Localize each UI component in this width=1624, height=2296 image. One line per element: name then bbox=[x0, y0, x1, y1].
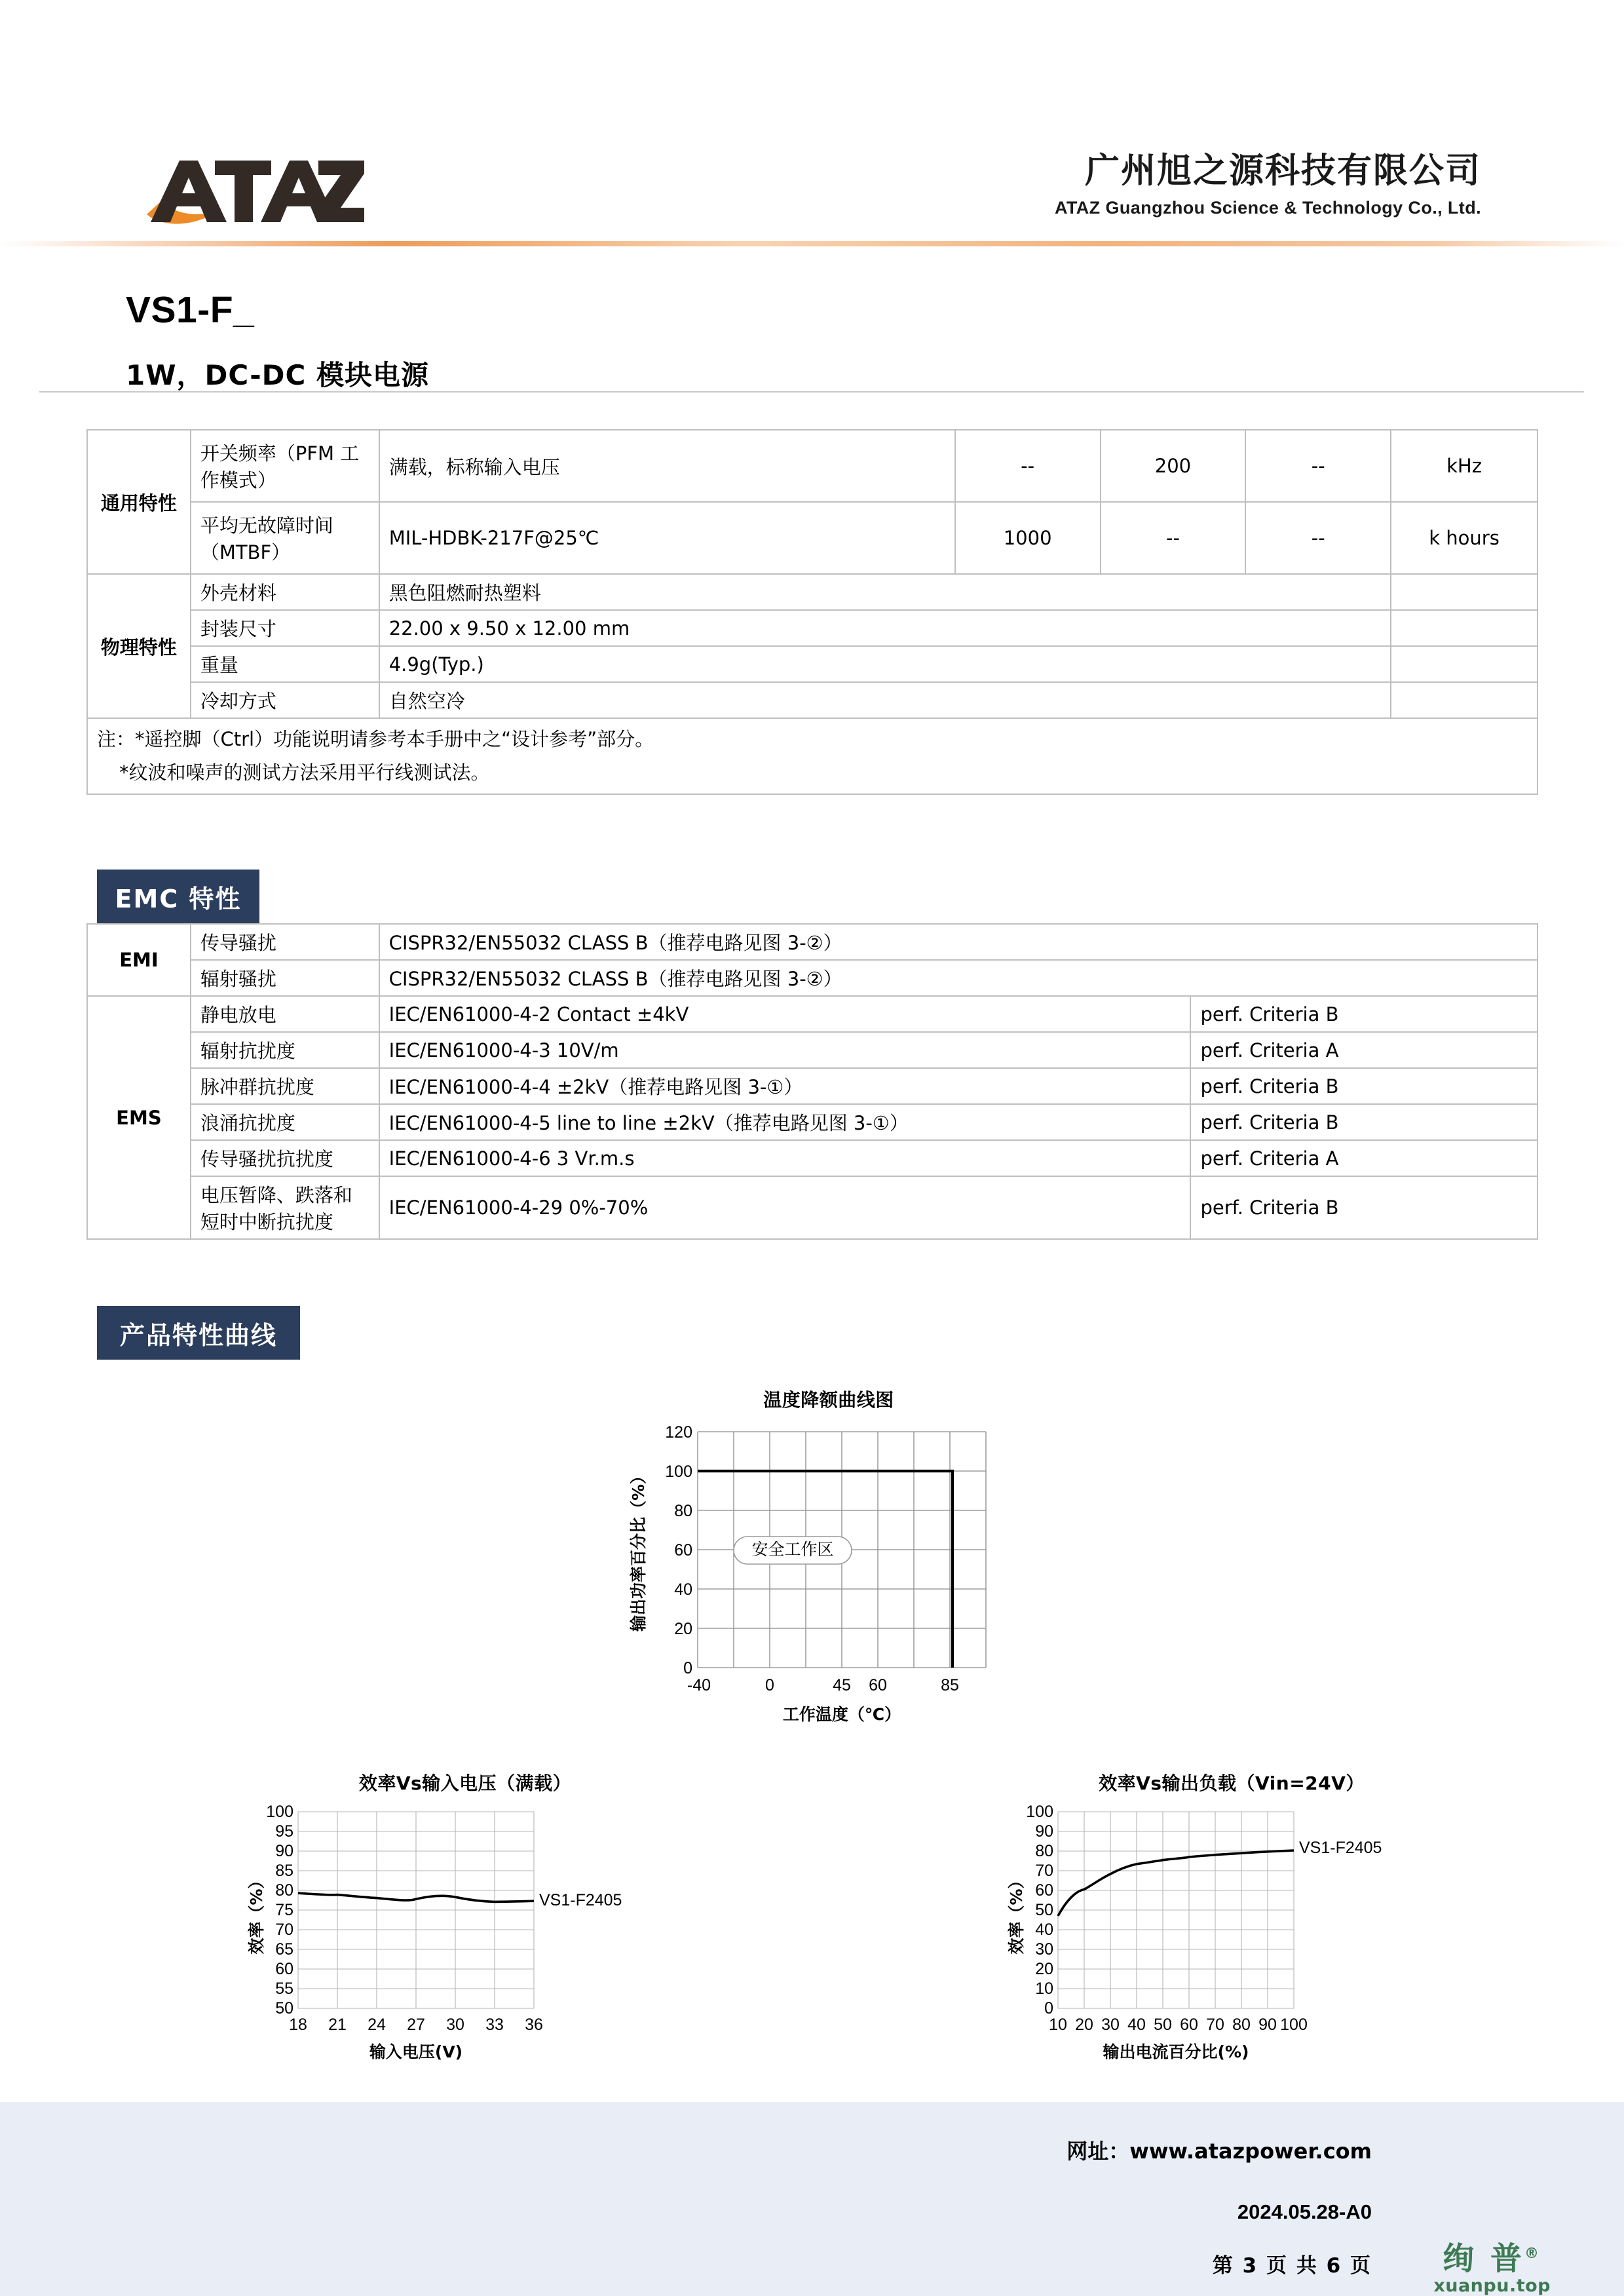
group-label-ems: EMS bbox=[87, 996, 191, 1239]
param-max: -- bbox=[1245, 502, 1391, 574]
param-typ: -- bbox=[1101, 502, 1246, 574]
svg-text:60: 60 bbox=[674, 1541, 692, 1559]
param-spec: IEC/EN61000-4-29 0%-70% bbox=[379, 1176, 1191, 1239]
y-tick-labels bbox=[665, 1423, 692, 1677]
param-spec: IEC/EN61000-4-2 Contact ±4kV bbox=[379, 996, 1191, 1032]
svg-text:30: 30 bbox=[446, 2016, 464, 2034]
efficiency-curve bbox=[1058, 1850, 1294, 1916]
param-name: 平均无故障时间（MTBF） bbox=[191, 502, 379, 574]
svg-text:20: 20 bbox=[1075, 2016, 1093, 2034]
param-spec: IEC/EN61000-4-6 3 Vr.m.s bbox=[379, 1140, 1191, 1176]
svg-text:100: 100 bbox=[665, 1463, 692, 1481]
watermark-cn bbox=[1433, 2233, 1551, 2278]
svg-text:120: 120 bbox=[665, 1423, 692, 1442]
svg-text:55: 55 bbox=[275, 1980, 293, 1998]
param-spec: IEC/EN61000-4-3 10V/m bbox=[379, 1032, 1191, 1068]
param-name: 重量 bbox=[191, 646, 379, 682]
table-row bbox=[87, 1176, 1538, 1239]
x-axis-label: 输入电压(V) bbox=[369, 2042, 463, 2061]
table-notes-row bbox=[87, 718, 1538, 794]
svg-text:80: 80 bbox=[1232, 2016, 1251, 2034]
param-value: 22.00 x 9.50 x 12.00 mm bbox=[379, 610, 1391, 646]
param-criteria: perf. Criteria B bbox=[1190, 1104, 1538, 1140]
svg-text:10: 10 bbox=[1035, 1980, 1053, 1998]
eff-load-plot bbox=[996, 1795, 1467, 2071]
svg-text:100: 100 bbox=[1026, 1803, 1053, 1821]
page-title: VS1-F_ bbox=[126, 289, 255, 331]
svg-text:100: 100 bbox=[266, 1803, 293, 1821]
param-name: 静电放电 bbox=[191, 996, 379, 1032]
table-row bbox=[87, 430, 1538, 502]
param-spec: IEC/EN61000-4-5 line to line ±2kV（推荐电路见图 3-①） bbox=[379, 1104, 1191, 1140]
param-name: 辐射抗扰度 bbox=[191, 1032, 379, 1068]
note-line-2: *纹波和噪声的测试方法采用平行线测试法。 bbox=[119, 761, 490, 784]
param-spec: IEC/EN61000-4-4 ±2kV（推荐电路见图 3-①） bbox=[379, 1068, 1191, 1104]
svg-text:90: 90 bbox=[275, 1842, 293, 1860]
x-tick-labels bbox=[289, 2016, 543, 2034]
y-axis-label: 效率（%） bbox=[1007, 1872, 1026, 1955]
param-name: 冷却方式 bbox=[191, 682, 379, 718]
note-line-1: 注：*遥控脚（Ctrl）功能说明请参考本手册中之“设计参考”部分。 bbox=[97, 728, 654, 750]
table-row bbox=[87, 502, 1538, 574]
param-name: 电压暂降、跌落和短时中断抗扰度 bbox=[191, 1176, 379, 1239]
derating-plot bbox=[619, 1412, 1038, 1733]
param-criteria: perf. Criteria B bbox=[1190, 1068, 1538, 1104]
svg-text:100: 100 bbox=[1280, 2016, 1308, 2034]
eff-vin-plot bbox=[236, 1795, 694, 2071]
svg-text:40: 40 bbox=[1127, 2016, 1146, 2034]
param-condition: MIL-HDBK-217F@25℃ bbox=[379, 502, 955, 574]
param-name: 传导骚扰 bbox=[191, 924, 379, 960]
header-divider bbox=[0, 241, 1624, 246]
param-spec: CISPR32/EN55032 CLASS B（推荐电路见图 3-②） bbox=[379, 960, 1538, 996]
ataz-logo bbox=[143, 154, 366, 233]
param-min: 1000 bbox=[955, 502, 1101, 574]
chart-title: 效率Vs输入电压（满载） bbox=[358, 1772, 572, 1794]
param-criteria: perf. Criteria A bbox=[1190, 1032, 1538, 1068]
table-row bbox=[87, 1068, 1538, 1104]
svg-text:60: 60 bbox=[1035, 1881, 1053, 1900]
svg-text:30: 30 bbox=[1101, 2016, 1120, 2034]
param-name: 外壳材料 bbox=[191, 574, 379, 610]
x-axis-label: 工作温度（℃） bbox=[782, 1705, 901, 1724]
param-unit-empty bbox=[1391, 610, 1538, 646]
notes-cell bbox=[87, 718, 1538, 794]
param-criteria: perf. Criteria A bbox=[1190, 1140, 1538, 1176]
safe-operating-area-annotation bbox=[734, 1537, 852, 1564]
registered-icon: ® bbox=[1524, 2246, 1542, 2262]
company-name-en: ATAZ Guangzhou Science & Technology Co., Ltd. bbox=[1055, 197, 1481, 218]
watermark-cn-text: 绚 普 bbox=[1443, 2240, 1525, 2277]
param-unit: kHz bbox=[1391, 430, 1538, 502]
param-name: 封装尺寸 bbox=[191, 610, 379, 646]
table-row bbox=[87, 610, 1538, 646]
param-min: -- bbox=[955, 430, 1101, 502]
footer-page-number: 第 3 页 共 6 页 bbox=[1212, 2254, 1372, 2278]
footer-background-band bbox=[0, 2102, 1624, 2296]
svg-text:10: 10 bbox=[1049, 2016, 1067, 2034]
param-max: -- bbox=[1245, 430, 1391, 502]
table-row bbox=[87, 574, 1538, 610]
table-row bbox=[87, 682, 1538, 718]
svg-text:95: 95 bbox=[275, 1822, 293, 1841]
watermark-en: xuanpu.top bbox=[1433, 2276, 1551, 2296]
svg-text:21: 21 bbox=[328, 2016, 347, 2034]
param-condition: 满载，标称输入电压 bbox=[379, 430, 955, 502]
svg-text:80: 80 bbox=[674, 1502, 692, 1520]
y-axis-label: 输出功率百分比（%） bbox=[629, 1467, 648, 1632]
param-name: 辐射骚扰 bbox=[191, 960, 379, 996]
chart-title: 温度降额曲线图 bbox=[763, 1389, 894, 1411]
svg-text:0: 0 bbox=[683, 1659, 692, 1677]
param-unit-empty bbox=[1391, 574, 1538, 610]
series-label: VS1-F2405 bbox=[1299, 1839, 1382, 1857]
param-value: 自然空冷 bbox=[379, 682, 1391, 718]
svg-text:20: 20 bbox=[1035, 1960, 1053, 1978]
svg-text:85: 85 bbox=[275, 1862, 293, 1880]
company-identity bbox=[1055, 151, 1481, 218]
watermark-xuanpu bbox=[1433, 2233, 1551, 2296]
svg-text:90: 90 bbox=[1258, 2016, 1277, 2034]
svg-text:33: 33 bbox=[485, 2016, 504, 2034]
table-row bbox=[87, 996, 1538, 1032]
footer-revision: 2024.05.28-A0 bbox=[1237, 2200, 1372, 2223]
svg-text:50: 50 bbox=[275, 1999, 293, 2018]
chart-efficiency-vs-output-load bbox=[996, 1769, 1467, 2071]
svg-text:75: 75 bbox=[275, 1901, 293, 1919]
param-value: 黑色阻燃耐热塑料 bbox=[379, 574, 1391, 610]
svg-text:50: 50 bbox=[1035, 1901, 1053, 1919]
page-header bbox=[0, 141, 1624, 256]
y-tick-labels bbox=[266, 1803, 293, 2018]
svg-text:60: 60 bbox=[275, 1960, 293, 1978]
title-divider bbox=[39, 391, 1584, 392]
svg-text:45: 45 bbox=[833, 1676, 851, 1694]
svg-text:80: 80 bbox=[1035, 1842, 1053, 1860]
svg-text:70: 70 bbox=[1206, 2016, 1224, 2034]
svg-text:50: 50 bbox=[1154, 2016, 1172, 2034]
derating-curve bbox=[698, 1471, 953, 1668]
svg-text:27: 27 bbox=[407, 2016, 425, 2034]
group-label-physical: 物理特性 bbox=[87, 574, 191, 718]
param-criteria: perf. Criteria B bbox=[1190, 1176, 1538, 1239]
svg-text:60: 60 bbox=[869, 1676, 887, 1694]
svg-text:40: 40 bbox=[1035, 1921, 1053, 1939]
table-row bbox=[87, 924, 1538, 960]
series-label: VS1-F2405 bbox=[539, 1891, 622, 1909]
param-unit-empty bbox=[1391, 646, 1538, 682]
svg-text:70: 70 bbox=[275, 1921, 293, 1939]
svg-text:20: 20 bbox=[674, 1620, 692, 1638]
section-badge-emc: EMC 特性 bbox=[97, 870, 259, 923]
svg-text:85: 85 bbox=[941, 1676, 959, 1694]
general-spec-table bbox=[86, 429, 1538, 795]
group-label-general: 通用特性 bbox=[87, 430, 191, 574]
company-name-cn: 广州旭之源科技有限公司 bbox=[1085, 151, 1481, 191]
svg-text:0: 0 bbox=[765, 1676, 774, 1694]
table-row bbox=[87, 1104, 1538, 1140]
table-row bbox=[87, 1032, 1538, 1068]
page-subtitle: 1W，DC-DC 模块电源 bbox=[126, 359, 429, 391]
param-name: 浪涌抗扰度 bbox=[191, 1104, 379, 1140]
svg-text:40: 40 bbox=[674, 1580, 692, 1599]
param-unit: k hours bbox=[1391, 502, 1538, 574]
chart-temperature-derating bbox=[619, 1386, 1038, 1733]
param-value: 4.9g(Typ.) bbox=[379, 646, 1391, 682]
soa-label: 安全工作区 bbox=[751, 1540, 834, 1559]
table-row bbox=[87, 646, 1538, 682]
x-tick-labels bbox=[687, 1676, 959, 1694]
svg-text:0: 0 bbox=[1044, 1999, 1053, 2018]
grid-lines bbox=[1058, 1812, 1294, 2008]
grid-lines bbox=[298, 1812, 534, 2008]
ataz-logo-svg bbox=[143, 154, 366, 233]
svg-text:90: 90 bbox=[1035, 1822, 1053, 1841]
param-name: 脉冲群抗扰度 bbox=[191, 1068, 379, 1104]
table-row bbox=[87, 960, 1538, 996]
chart-efficiency-vs-input-voltage bbox=[236, 1769, 694, 2071]
footer-website: 网址：www.atazpower.com bbox=[1067, 2139, 1372, 2164]
chart-title: 效率Vs输出负载（Vin=24V） bbox=[1099, 1772, 1365, 1794]
svg-text:65: 65 bbox=[275, 1940, 293, 1959]
svg-text:80: 80 bbox=[275, 1881, 293, 1900]
svg-text:24: 24 bbox=[368, 2016, 386, 2034]
group-label-emi: EMI bbox=[87, 924, 191, 996]
x-tick-labels bbox=[1049, 2016, 1308, 2034]
table-row bbox=[87, 1140, 1538, 1176]
svg-text:36: 36 bbox=[525, 2016, 543, 2034]
svg-text:60: 60 bbox=[1180, 2016, 1198, 2034]
param-criteria: perf. Criteria B bbox=[1190, 996, 1538, 1032]
x-axis-label: 输出电流百分比(%) bbox=[1103, 2042, 1249, 2061]
svg-text:70: 70 bbox=[1035, 1862, 1053, 1880]
emc-spec-table bbox=[86, 923, 1538, 1240]
y-axis-label: 效率（%） bbox=[247, 1872, 266, 1955]
svg-text:18: 18 bbox=[289, 2016, 307, 2034]
param-typ: 200 bbox=[1101, 430, 1246, 502]
param-name: 传导骚扰抗扰度 bbox=[191, 1140, 379, 1176]
svg-text:-40: -40 bbox=[687, 1676, 711, 1694]
param-unit-empty bbox=[1391, 682, 1538, 718]
param-name: 开关频率（PFM 工作模式） bbox=[191, 430, 379, 502]
section-badge-curves: 产品特性曲线 bbox=[97, 1306, 300, 1360]
svg-text:30: 30 bbox=[1035, 1940, 1053, 1959]
param-spec: CISPR32/EN55032 CLASS B（推荐电路见图 3-②） bbox=[379, 924, 1538, 960]
y-tick-labels bbox=[1026, 1803, 1053, 2018]
